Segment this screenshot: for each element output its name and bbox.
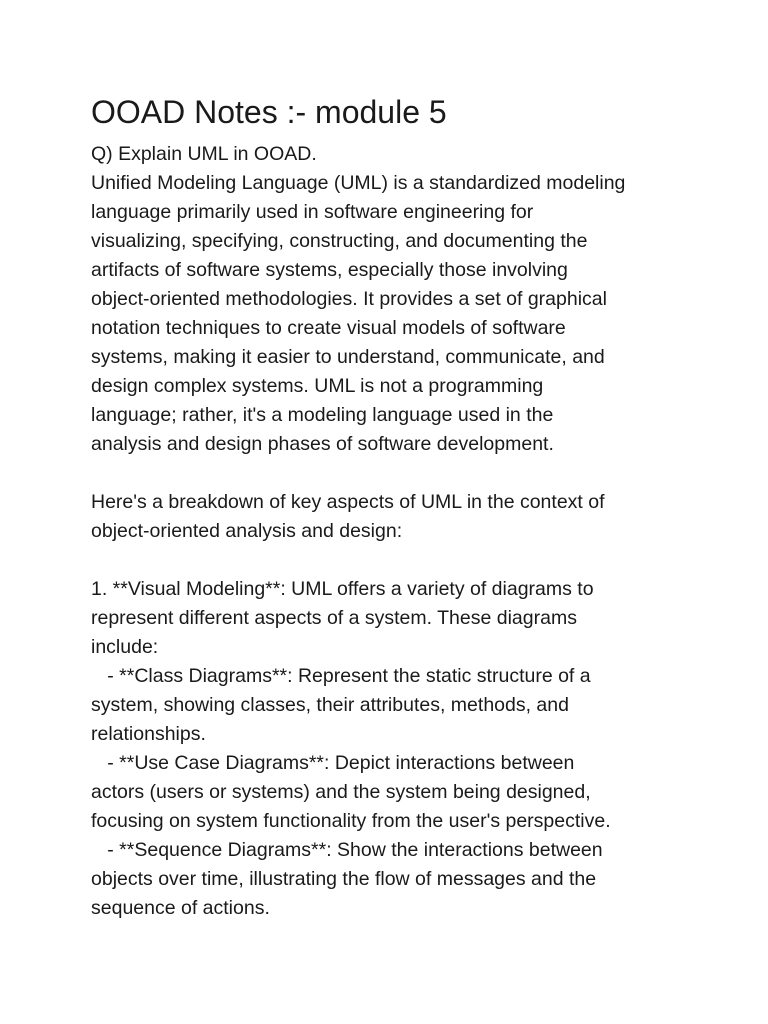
text-line: Unified Modeling Language (UML) is a standardized modeling	[91, 172, 626, 194]
document-page	[91, 92, 711, 923]
text-line: design complex systems. UML is not a programming	[91, 375, 544, 397]
text-line: systems, making it easier to understand, communicate, and	[91, 346, 605, 368]
text-line: artifacts of software systems, especially those involving	[91, 259, 568, 281]
text-line: notation techniques to create visual models of software	[91, 317, 566, 339]
text-line: relationships.	[91, 723, 206, 745]
question-line: Q) Explain UML in OOAD.	[91, 143, 317, 165]
text-line: sequence of actions.	[91, 897, 270, 919]
text-line: include:	[91, 636, 159, 658]
text-line: language primarily used in software engineering for	[91, 201, 534, 223]
text-line: actors (users or systems) and the system being designed,	[91, 781, 591, 803]
text-line: system, showing classes, their attributes, methods, and	[91, 694, 569, 716]
text-line: object-oriented methodologies. It provides a set of graphical	[91, 288, 607, 310]
text-line: language; rather, it's a modeling language used in the	[91, 404, 554, 426]
list-item: - **Sequence Diagrams**: Show the interactions between	[91, 839, 603, 861]
list-item: - **Use Case Diagrams**: Depict interactions between	[91, 752, 575, 774]
document-title: OOAD Notes :- module 5	[91, 94, 447, 130]
text-line: objects over time, illustrating the flow of messages and the	[91, 868, 597, 890]
text-line: visualizing, specifying, constructing, and documenting the	[91, 230, 588, 252]
paragraph-gap	[91, 546, 711, 575]
text-line: object-oriented analysis and design:	[91, 520, 403, 542]
text-line: 1. **Visual Modeling**: UML offers a variety of diagrams to	[91, 578, 594, 600]
visual-modeling-section	[91, 575, 711, 923]
list-item: - **Class Diagrams**: Represent the static structure of a	[91, 665, 591, 687]
text-line: analysis and design phases of software development.	[91, 433, 554, 455]
text-line: Here's a breakdown of key aspects of UML in the context of	[91, 491, 605, 513]
uml-definition-paragraph	[91, 169, 711, 459]
breakdown-intro-paragraph	[91, 488, 711, 546]
text-line: focusing on system functionality from the user's perspective.	[91, 810, 611, 832]
paragraph-gap	[91, 459, 711, 488]
text-line: represent different aspects of a system. These diagrams	[91, 607, 577, 629]
